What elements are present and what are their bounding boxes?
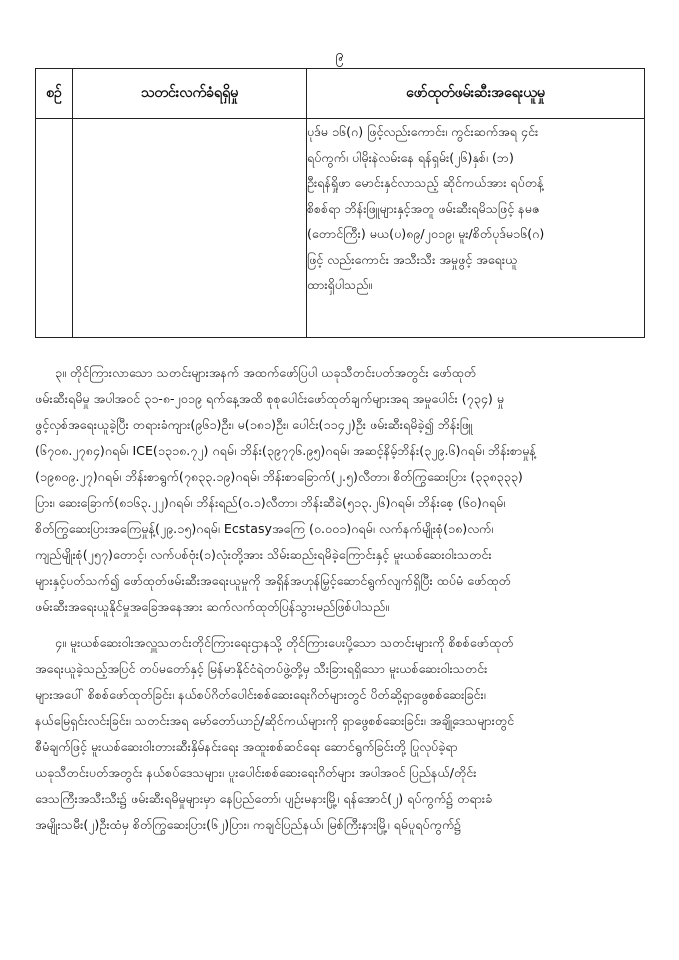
paragraph-line: စိတ်ကြွဆေးပြားအကြေမှုန့်(၂၉.၁၅)ဂရမ်၊ Ecstasyအကြေ (၀.၀၀၁)ဂရမ်၊ လက်နက်မျိုးစုံ(၁၈)လက်၊ bbox=[35, 521, 494, 536]
action-text-line: (တောင်ကြီး) မယ(ပ)၈၉/၂၀၁၉၊ မူး/စိတ်ပုဒ်မ၁၆(ဂ) bbox=[307, 226, 545, 241]
paragraph-line: အမျိုးသမီး(၂)ဦးထံမှ စိတ်ကြွဆေးပြား(၆၂)ပြား၊ ကချင်ပြည်နယ်၊ မြစ်ကြီးနားမြို့၊ ရမ်ပူရပ်ကွက်၌ bbox=[35, 817, 462, 832]
report-table bbox=[35, 68, 645, 338]
paragraph-line: ကျည်မျိုးစုံ(၂၅၇)တောင့်၊ လက်ပစ်ဗုံး(၁)လုံးတို့အား သိမ်းဆည်းရမိခဲ့ကြောင်းနှင့် မူးယစ်ဆေးဝါးသတင်း bbox=[35, 547, 492, 562]
header-information-received: သတင်းလက်ခံရရှိမှု bbox=[73, 69, 307, 119]
paragraph-line: နယ်မြေရှင်းလင်းခြင်း၊ သတင်းအရ မော်တော်ယာဉ်/ဆိုင်ကယ်များကို ရှာဖွေစစ်ဆေးခြင်း၊ အချို့ဒေသများတွင် bbox=[35, 713, 515, 728]
action-text-line: ပုဒ်မ ၁၆(ဂ) ဖြင့်လည်းကောင်း၊ ကွင်းဆက်အရ ၄င်း bbox=[307, 124, 539, 139]
page-number: ၉ bbox=[335, 46, 344, 64]
action-text-line: ထားရှိပါသည်။ bbox=[307, 277, 373, 292]
table-header-row bbox=[36, 69, 645, 119]
paragraph-line: (၁၉၈၀၉.၂၇)ဂရမ်၊ ဘိန်းစာရွက်(၇၈၃၃.၁၉)ဂရမ်၊ ဘိန်းစာခြောက်(၂.၅)လီတာ၊ စိတ်ကြွဆေးပြား (၃၃၈၃၃၃) bbox=[35, 469, 523, 484]
paragraph-line: အရေးယူခဲ့သည့်အပြင် တပ်မတော်နှင့် မြန်မာနိုင်ငံရဲတပ်ဖွဲ့တို့မှ သီးခြားရရှိသော မူးယစ်ဆေးဝါးသတင်း bbox=[35, 661, 488, 676]
paragraph-line: ဖွင့်လှစ်အရေးယူခဲ့ပြီး တရားခံကျား(၉၆၁)ဦး၊ မ(၁၈၁)ဦး၊ ပေါင်း(၁၁၄၂)ဦး ဖမ်းဆီးရမိခဲ့၍ ဘိန်းဖြူ bbox=[35, 417, 473, 432]
action-text-line: ရပ်ကွက်၊ ပါမိုးနဲလမ်းနေ ရန်ရှမ်း(၂၆)နှစ်၊ (ဘ) bbox=[307, 149, 514, 165]
paragraph-line: စီမံချက်ဖြင့် မူးယစ်ဆေးဝါးတားဆီးနှိမ်နင်းရေး အထူးစစ်ဆင်ရေး ဆောင်ရွက်ခြင်းတို့ ပြုလုပ်ခဲ့ရာ bbox=[35, 739, 458, 754]
paragraph-line: ၃။ တိုင်ကြားလာသော သတင်းများအနက် အထက်ဖော်ပြပါ ယခုသီတင်းပတ်အတွင်း ဖော်ထုတ် bbox=[55, 365, 477, 380]
paragraph-line: (၆၇၀၈.၂၇၈၄)ဂရမ်၊ ICE(၁၃၁၈.၇၂) ဂရမ်၊ ဘိန်း(၃၉၇၇၆.၉၅)ဂရမ်၊ အဆင့်နိမ့်ဘိန်း(၃၂၉.၆)ဂရမ်၊ ဘိန်းစာမှုန့် bbox=[35, 443, 536, 458]
cell-information-received bbox=[73, 119, 307, 338]
header-action-taken: ဖော်ထုတ်ဖမ်းဆီးအရေးယူမှု bbox=[307, 69, 645, 119]
header-serial-no: စဉ် bbox=[36, 69, 73, 119]
action-text-line: ဦးရန်ရှိုဖာ မောင်းနှင်လာသည့် ဆိုင်ကယ်အား ရပ်တန့် bbox=[307, 175, 544, 190]
paragraph-line: များအပေါ် စိစစ်ဖော်ထုတ်ခြင်း၊ နယ်စပ်ဂိတ်ပေါင်းစစ်ဆေးရေးဂိတ်များတွင် ပိတ်ဆို့ရှာဖွေစစ်ဆေးခြင်း၊ bbox=[35, 687, 486, 702]
cell-action-taken bbox=[307, 119, 645, 338]
table-row bbox=[36, 119, 645, 338]
action-text-line: စိစစ်ရာ ဘိန်းဖြူများနှင့်အတူ ဖမ်းဆီးရမိသဖြင့် နမဇ bbox=[307, 200, 540, 216]
paragraph-line: ဖမ်းဆီးအရေးယူနိုင်မှုအခြေအနေအား ဆက်လက်ထုတ်ပြန်သွားမည်ဖြစ်ပါသည်။ bbox=[35, 599, 390, 614]
paragraph-line: ပြား၊ ဆေးခြောက်(၈၁၆၃.၂၂)ဂရမ်၊ ဘိန်းရည်(၀.၁)လီတာ၊ ဘိန်းဆီခဲ(၅၁၃.၂၆)ဂရမ်၊ ဘိန်းစေ့ (၆၀)ဂရမ်၊ bbox=[35, 495, 506, 510]
paragraph-3 bbox=[35, 360, 644, 620]
paragraph-4 bbox=[35, 630, 644, 838]
action-text-line: ဖြင့် လည်းကောင်း အသီးသီး အမှုဖွင့် အရေးယူ bbox=[307, 251, 518, 267]
paragraph-line: ဒေသကြီးအသီးသီး၌ ဖမ်းဆီးရမိမှုများမှာ နေပြည်တော်၊ ပျဉ်းမနားမြို့၊ ရန်အောင်(၂) ရပ်ကွက်၌ တရားခံ bbox=[35, 791, 493, 806]
paragraph-line: ယခုသီတင်းပတ်အတွင်း နယ်စပ်ဒေသများ၊ ပူးပေါင်းစစ်ဆေးရေးဂိတ်များ အပါအဝင် ပြည်နယ်/တိုင်း bbox=[35, 765, 477, 780]
paragraph-line: များနှင့်ပတ်သက်၍ ဖော်ထုတ်ဖမ်းဆီးအရေးယူမှုကို အရှိန်အဟုန်မြှင့်ဆောင်ရွက်လျက်ရှိပြီး ထပ်မံ ဖော်ထုတ် bbox=[35, 573, 511, 588]
paragraph-line: ၄။ မူးယစ်ဆေးဝါးအလှူသတင်းတိုင်ကြားရေးဌာနသို့ တိုင်ကြားပေးပို့သော သတင်းများကို စိစစ်ဖော်ထုတ် bbox=[55, 635, 514, 650]
paragraph-line: ဖမ်းဆီးရမိမှု အပါအဝင် ၃၁-၈-၂၀၁၉ ရက်နေ့အထိ စုစုပေါင်းဖော်ထုတ်ချက်များအရ အမှုပေါင်း (၇၃၄) မှု bbox=[35, 391, 505, 406]
cell-serial-no bbox=[36, 119, 73, 338]
